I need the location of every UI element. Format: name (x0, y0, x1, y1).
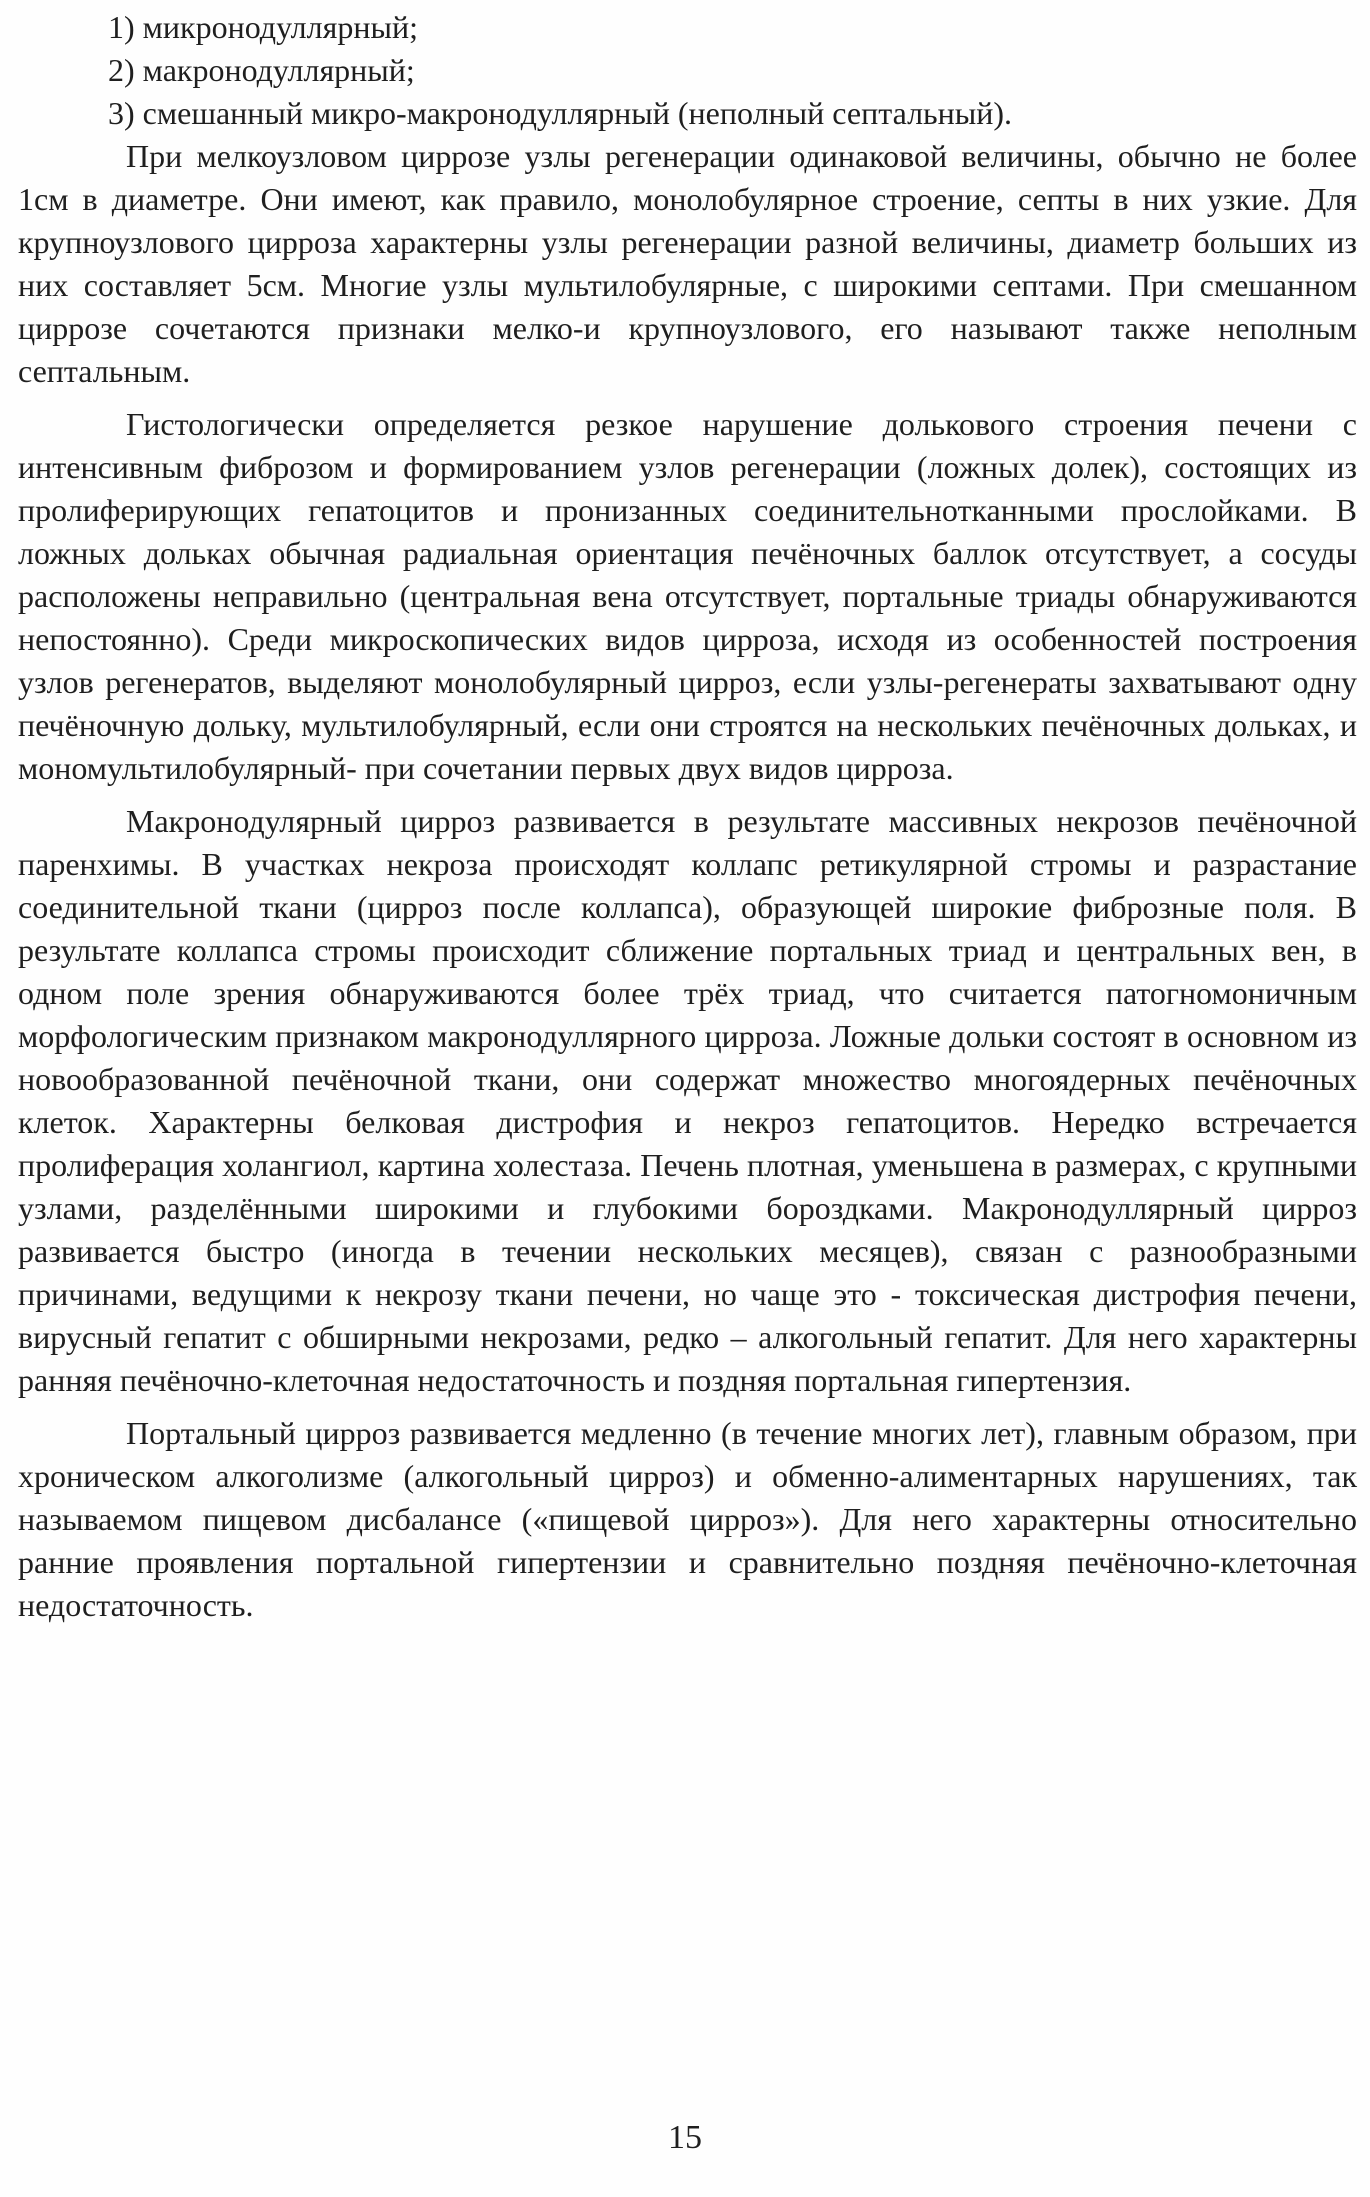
paragraph-macronodular: Макронодулярный цирроз развивается в результате массивных некрозов печёночной паренхимы. В участках некроза происходят коллапс ретикулярной стромы и разрастание соединительной ткани (цирроз после коллапса), образующей широкие фиброзные поля. В результате коллапса стромы происходит сближение портальных триад и центральных вен, в одном поле зрения обнаруживаются более трёх триад, что считается патогномоничным морфологическим признаком макронодуллярного цирроза. Ложные дольки состоят в основном из новообразованной печёночной ткани, они содержат множество многоядерных печёночных клеток. Характерны белковая дистрофия и некроз гепатоцитов. Нередко встречается пролиферация холангиол, картина холестаза. Печень плотная, уменьшена в размерах, с крупными узлами, разделёнными широкими и глубокими бороздками. Макронодуллярный цирроз развивается быстро (иногда в течении нескольких месяцев), связан с разнообразными причинами, ведущими к некрозу ткани печени, но чаще это - токсическая дистрофия печени, вирусный гепатит с обширными некрозами, редко – алкогольный гепатит. Для него характерны ранняя печёночно-клеточная недостаточность и поздняя портальная гипертензия. (18, 803, 1357, 1398)
cirrhosis-type-list (18, 6, 1357, 135)
paragraph-nodule-size: При мелкоузловом циррозе узлы регенерации одинаковой величины, обычно не более 1см в диаметре. Они имеют, как правило, монолобулярное строение, септы в них узкие. Для крупноузлового цирроза характерны узлы регенерации разной величины, диаметр больших из них составляет 5см. Многие узлы мультилобулярные, с широкими септами. При смешанном циррозе сочетаются признаки мелко-и крупноузлового, его называют также неполным септальным. (18, 138, 1357, 389)
list-item: 3) смешанный микро-макронодуллярный (неполный септальный). (108, 95, 1013, 131)
paragraph-portal-cirrhosis: Портальный цирроз развивается медленно (в течение многих лет), главным образом, при хроническом алкоголизме (алкогольный цирроз) и обменно-алиментарных нарушениях, так называемом пищевом дисбалансе («пищевой цирроз»). Для него характерны относительно ранние проявления портальной гипертензии и сравнительно поздняя печёночно-клеточная недостаточность. (18, 1415, 1357, 1623)
page-number: 15 (668, 2119, 702, 2156)
list-item: 1) микронодуллярный; (108, 9, 418, 45)
list-item: 2) макронодуллярный; (108, 52, 415, 88)
paragraph-histology: Гистологически определяется резкое нарушение долькового строения печени с интенсивным фиброзом и формированием узлов регенерации (ложных долек), состоящих из пролиферирующих гепатоцитов и пронизанных соединительнотканными прослойками. В ложных дольках обычная радиальная ориентация печёночных баллок отсутствует, а сосуды расположены неправильно (центральная вена отсутствует, портальные триады обнаруживаются непостоянно). Среди микроскопических видов цирроза, исходя из особенностей построения узлов регенератов, выделяют монолобулярный цирроз, если узлы-регенераты захватывают одну печёночную дольку, мультилобулярный, если они строятся на нескольких печёночных дольках, и мономультилобулярный- при сочетании первых двух видов цирроза. (18, 406, 1357, 786)
